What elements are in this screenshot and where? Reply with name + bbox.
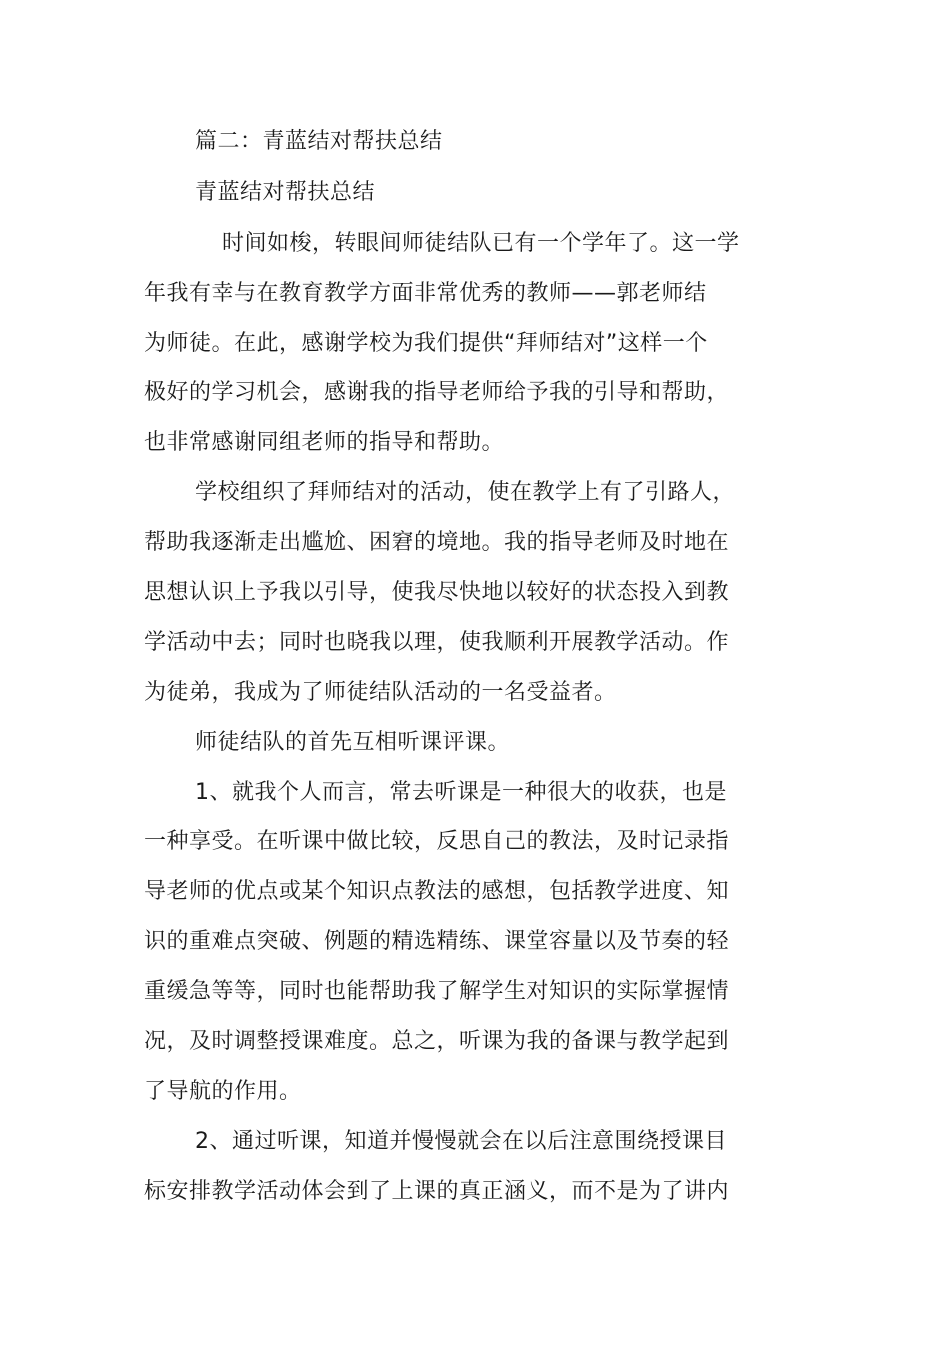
paragraph-line: 1、就我个人而言，常去听课是一种很大的收获，也是 [195,780,727,805]
paragraph-line: 2、通过听课，知道并慢慢就会在以后注意围绕授课目 [195,1129,727,1154]
paragraph-line: 导老师的优点或某个知识点教法的感想，包括教学进度、知 [144,879,730,904]
paragraph-line: 师徒结队的首先互相听课评课。 [195,730,511,755]
paragraph-line: 为师徒。在此，感谢学校为我们提供“拜师结对”这样一个 [144,331,708,356]
paragraph-line: 况，及时调整授课难度。总之，听课为我的备课与教学起到 [144,1029,730,1054]
paragraph-line: 年我有幸与在教育教学方面非常优秀的教师——郭老师结 [144,281,707,306]
paragraph-line: 时间如梭，转眼间师徒结队已有一个学年了。这一学 [222,231,740,256]
paragraph-line: 识的重难点突破、例题的精选精练、课堂容量以及节奏的轻 [144,929,730,954]
paragraph-line: 思想认识上予我以引导，使我尽快地以较好的状态投入到教 [144,580,730,605]
paragraph-line: 重缓急等等，同时也能帮助我了解学生对知识的实际掌握情 [144,979,730,1004]
document-title: 青蓝结对帮扶总结 [195,180,376,205]
paragraph-line: 极好的学习机会，感谢我的指导老师给予我的引导和帮助， [144,380,730,405]
section-heading: 篇二：青蓝结对帮扶总结 [195,129,443,154]
paragraph-line: 标安排教学活动体会到了上课的真正涵义，而不是为了讲内 [144,1179,730,1204]
paragraph-line: 学校组织了拜师结对的活动，使在教学上有了引路人， [195,480,736,505]
paragraph-line: 为徒弟，我成为了师徒结队活动的一名受益者。 [144,680,617,705]
paragraph-line: 帮助我逐渐走出尴尬、困窘的境地。我的指导老师及时地在 [144,530,730,555]
paragraph-line: 一种享受。在听课中做比较，反思自己的教法，及时记录指 [144,829,730,854]
paragraph-line: 学活动中去；同时也晓我以理，使我顺利开展教学活动。作 [144,630,730,655]
paragraph-line: 也非常感谢同组老师的指导和帮助。 [144,430,505,455]
paragraph-line: 了导航的作用。 [144,1079,302,1104]
